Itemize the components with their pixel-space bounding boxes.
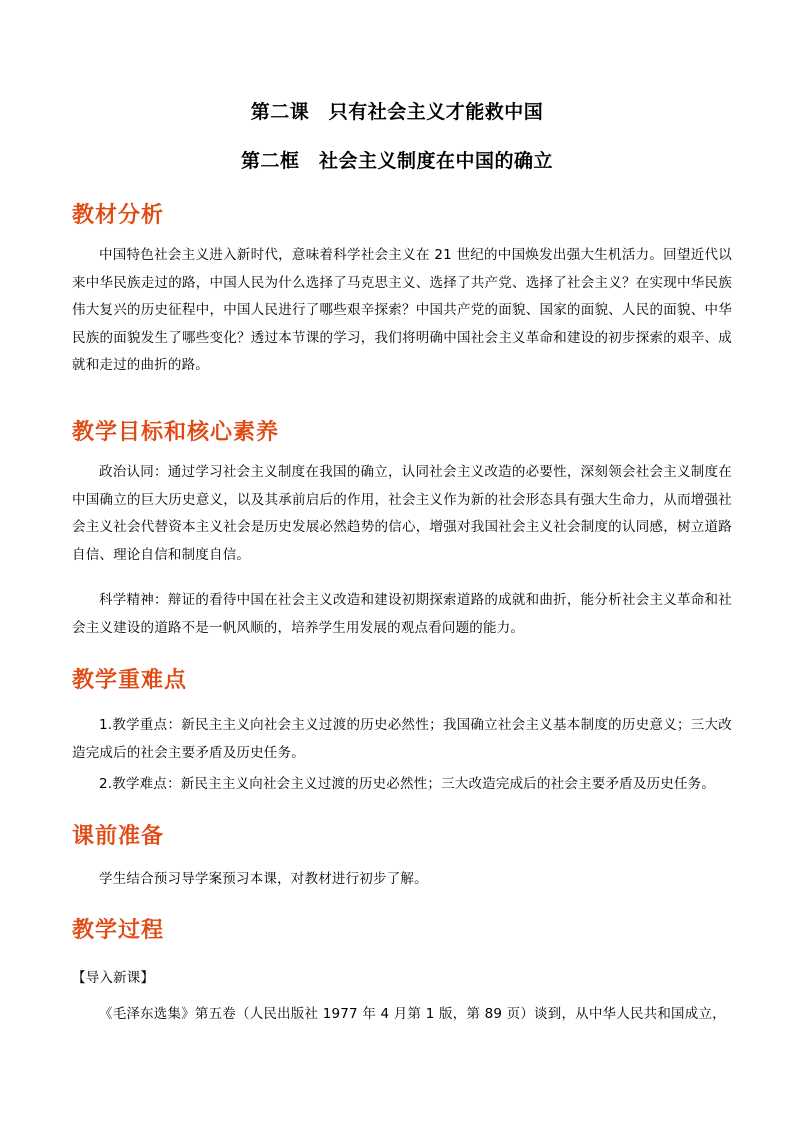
section-heading-analysis: 教材分析 [72,203,165,228]
intro-subheading: 【导入新课】 [72,970,155,986]
page-title: 第二课 只有社会主义才能救中国 [250,101,544,123]
objective-paragraph-science: 科学精神：辩证的看待中国在社会主义改造和建设初期探索道路的成就和曲折，能分析社会主义革命和社会主义建设的道路不是一帆风顺的，培养学生用发展的观点看问题的能力。 [72,592,732,636]
key-point-paragraph: 1.教学重点：新民主主义向社会主义过渡的历史必然性；我国确立社会主义基本制度的历史意义；三大改造完成后的社会主要矛盾及历史任务。 [72,717,732,761]
section-heading-process: 教学过程 [72,918,165,943]
difficulty-paragraph: 2.教学难点：新民主主义向社会主义过渡的历史必然性；三大改造完成后的社会主要矛盾及历史任务。 [99,776,716,792]
preparation-paragraph: 学生结合预习导学案预习本课，对教材进行初步了解。 [99,871,428,887]
intro-paragraph: 《毛泽东选集》第五卷（人民出版社 1977 年 4 月第 1 版，第 89 页）谈到，从中华人民共和国成立， [99,1006,726,1022]
objective-paragraph-political: 政治认同：通过学习社会主义制度在我国的确立，认同社会主义改造的必要性，深刻领会社会主义制度在中国确立的巨大历史意义，以及其承前启后的作用，社会主义作为新的社会形态具有强大生命力，从而增强社会主义社会代替资本主义社会是历史发展必然趋势的信心，增强对我国社会主义社会制度的认同感，树立道路自信、理论自信和制度自信。 [72,464,732,563]
section-heading-key-points: 教学重难点 [72,668,188,693]
page-subtitle: 第二框 社会主义制度在中国的确立 [240,150,553,172]
section-heading-preparation: 课前准备 [72,824,165,849]
analysis-paragraph: 中国特色社会主义进入新时代，意味着科学社会主义在 21 世纪的中国焕发出强大生机活力。回望近代以来中华民族走过的路，中国人民为什么选择了马克思主义、选择了共产党、选择了社会主义？在实现中华民族伟大复兴的历史征程中，中国人民进行了哪些艰辛探索？中国共产党的面貌、国家的面貌、人民的面貌、中华民族的面貌发生了哪些变化？透过本节课的学习，我们将明确中国社会主义革命和建设的初步探索的艰辛、成就和走过的曲折的路。 [72,247,732,373]
section-heading-objectives: 教学目标和核心素养 [72,420,280,445]
